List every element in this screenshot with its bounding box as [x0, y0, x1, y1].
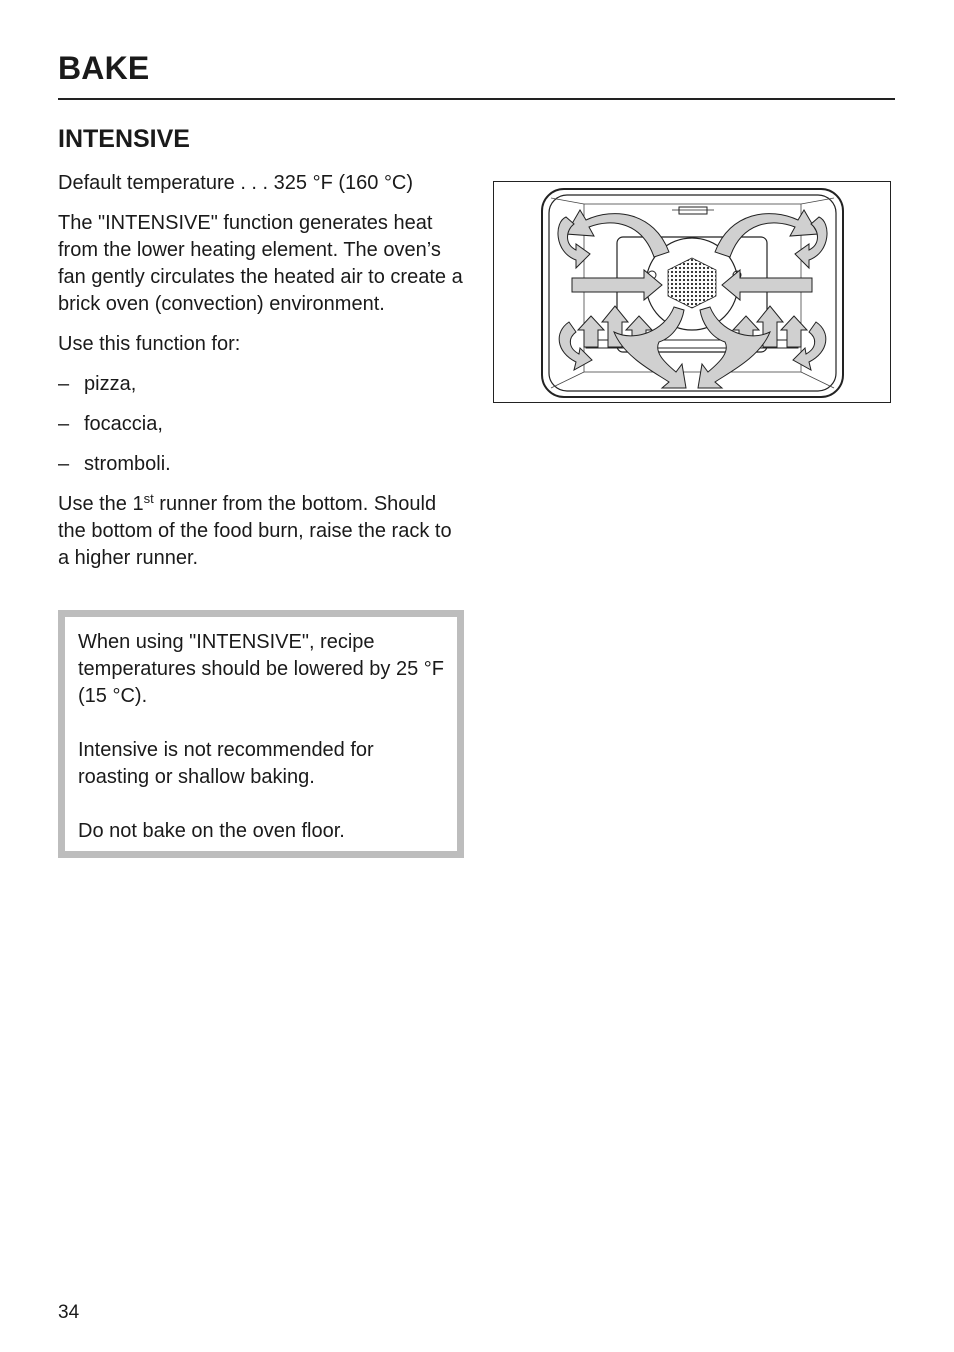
- body-text: [58, 170, 468, 585]
- page-number: 34: [58, 1302, 80, 1323]
- note-box: [58, 610, 464, 858]
- use-intro: Use this function for:: [58, 333, 241, 355]
- list-item: – stromboli.: [58, 453, 171, 475]
- list-item: – focaccia,: [58, 413, 163, 435]
- note-line: When using "INTENSIVE", recipe temperatures should be lowered by 25 °F (15 °C).: [78, 631, 444, 707]
- oven-convection-airflow-diagram-icon: [494, 182, 889, 401]
- section-heading: INTENSIVE: [58, 125, 190, 153]
- use-list: [58, 371, 468, 478]
- oven-airflow-figure: [493, 181, 891, 403]
- runner-instruction: Use the 1st runner from the bottom. Should the bottom of the food burn, raise the rack to a higher runner.: [58, 491, 452, 569]
- list-item: – pizza,: [58, 373, 137, 395]
- note-line: Do not bake on the oven floor.: [78, 820, 345, 842]
- function-description: The "INTENSIVE" function generates heat from the lower heating element. The oven’s fan gently circulates the heated air to create a brick oven (convection) environment.: [58, 212, 463, 315]
- default-temperature: Default temperature . . . 325 °F (160 °C): [58, 172, 414, 194]
- title-rule: [58, 98, 895, 100]
- note-line: Intensive is not recommended for roasting or shallow baking.: [78, 739, 374, 788]
- page-title: BAKE: [58, 50, 150, 86]
